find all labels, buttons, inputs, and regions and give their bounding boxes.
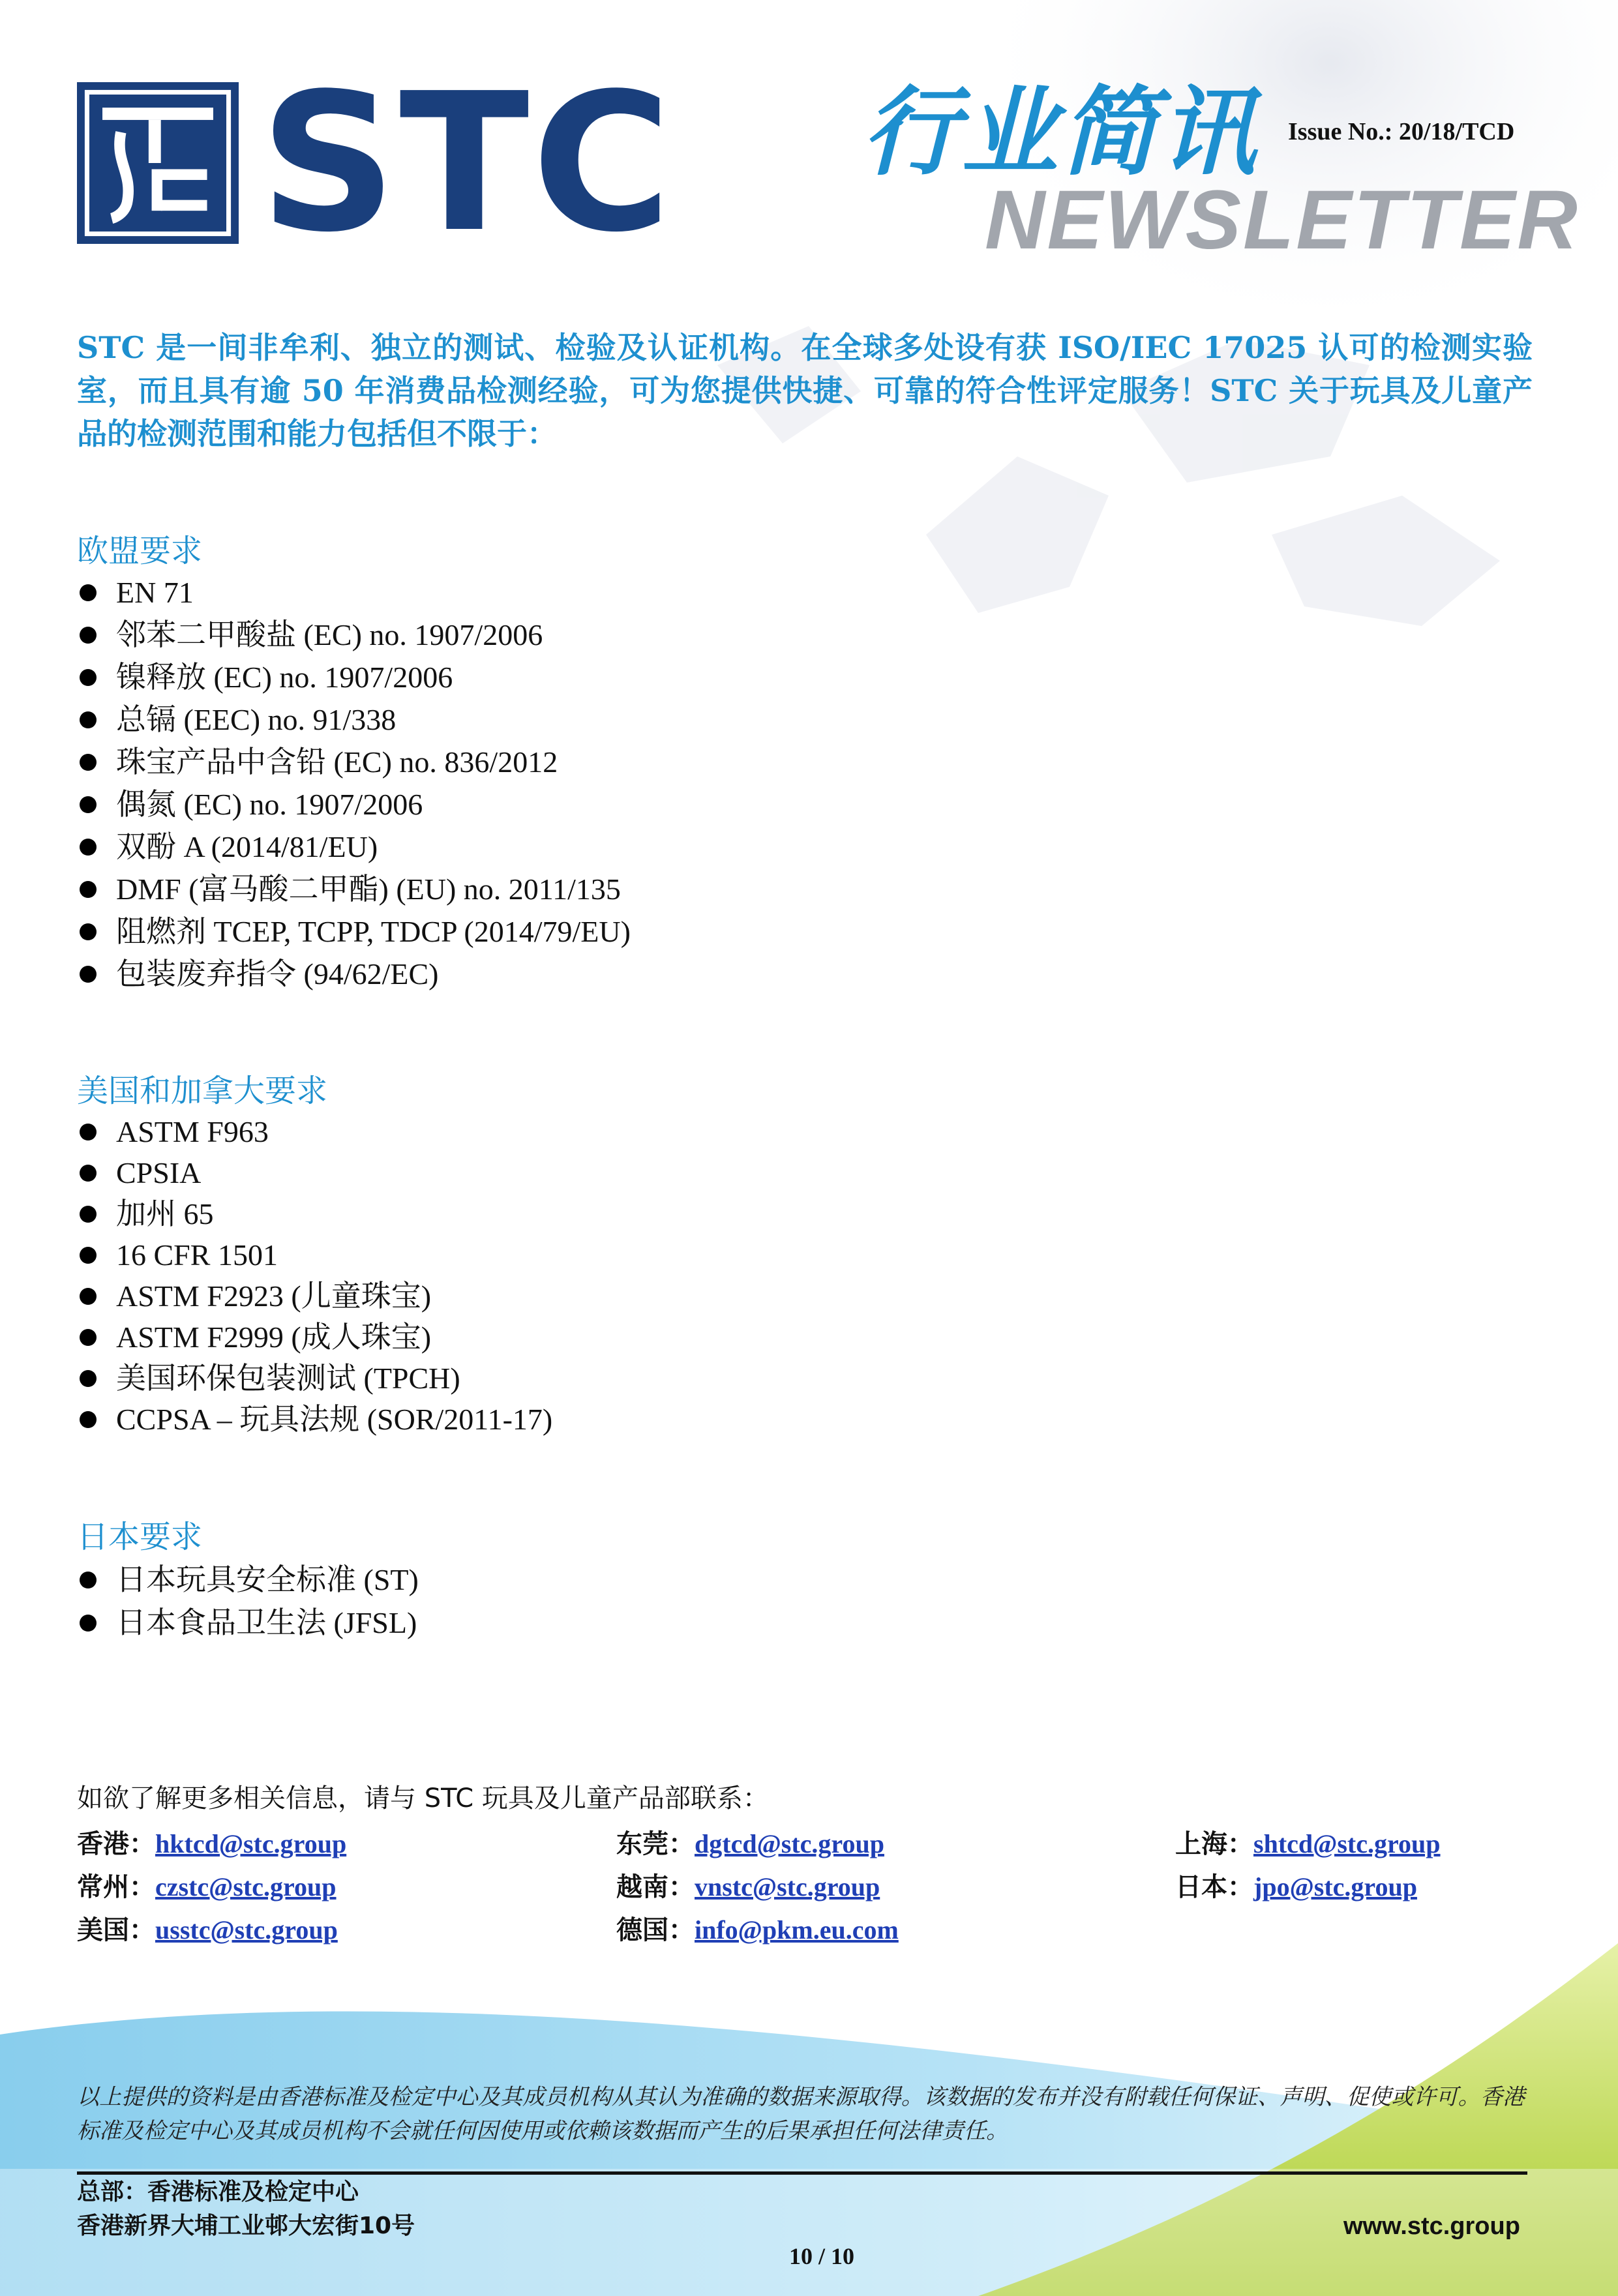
disclaimer: 以上提供的资料是由香港标准及检定中心及其成员机构从其认为准确的数据来源取得。该数据的发布并没有附载任何保证、声明、促使或许可。香港标准及检定中心及其成员机构不会就任何因使用或依赖该数据而产生的后果承担任何法律责任。 bbox=[77, 2084, 1525, 2144]
list-item-text: ASTM F2923 (儿童珠宝) bbox=[116, 1279, 432, 1313]
contact-label: 越南： bbox=[616, 1872, 695, 1901]
japan-requirements-list bbox=[77, 1558, 419, 1645]
bullet-icon bbox=[80, 881, 97, 898]
list-item-text: 阻燃剂 TCEP, TCPP, TDCP (2014/79/EU) bbox=[116, 915, 631, 948]
list-item-text: CCPSA – 玩具法规 (SOR/2011-17) bbox=[116, 1403, 553, 1436]
bullet-icon bbox=[80, 966, 97, 983]
us-canada-requirements-list bbox=[77, 1111, 552, 1440]
contact-japan bbox=[1175, 1869, 1417, 1905]
list-item-text: 日本玩具安全标准 (ST) bbox=[116, 1563, 419, 1596]
contact-dongguan bbox=[616, 1826, 884, 1862]
bullet-icon bbox=[80, 1124, 97, 1141]
list-item-text: EN 71 bbox=[116, 576, 194, 609]
list-item-text: CPSIA bbox=[116, 1156, 202, 1189]
list-item-text: 珠宝产品中含铅 (EC) no. 836/2012 bbox=[116, 745, 558, 779]
list-item-text: 镍释放 (EC) no. 1907/2006 bbox=[116, 661, 453, 694]
contact-label: 德国： bbox=[616, 1915, 695, 1945]
list-item-text: 包装废弃指令 (94/62/EC) bbox=[116, 957, 439, 991]
list-item-text: 加州 65 bbox=[116, 1197, 214, 1230]
list-item bbox=[77, 656, 631, 698]
bullet-icon bbox=[80, 1572, 97, 1588]
list-item bbox=[77, 826, 631, 868]
headquarters-address: 香港新界大埔工业邨大宏街10号 bbox=[77, 2213, 415, 2239]
list-item bbox=[77, 1317, 552, 1358]
contact-label: 香港： bbox=[77, 1829, 155, 1858]
list-item bbox=[77, 1275, 552, 1317]
newsletter-title-en: NEWSLETTER bbox=[985, 173, 1580, 267]
bullet-icon bbox=[80, 754, 97, 771]
list-item-text: 邻苯二甲酸盐 (EC) no. 1907/2006 bbox=[116, 618, 543, 651]
list-item bbox=[77, 783, 631, 826]
contact-hongkong bbox=[77, 1826, 346, 1862]
newsletter-title-cn: 行业简讯 bbox=[862, 76, 1259, 188]
list-item bbox=[77, 698, 631, 741]
stc-logo-mark bbox=[77, 82, 239, 244]
email-link[interactable]: czstc@stc.group bbox=[155, 1872, 337, 1901]
list-item bbox=[77, 1358, 552, 1399]
email-link[interactable]: info@pkm.eu.com bbox=[695, 1915, 899, 1945]
intro-paragraph: STC 是一间非牟利、独立的测试、检验及认证机构。在全球多处设有获 ISO/IEC 17025 认可的检测实验室，而且具有逾 50 年消费品检测经验，可为您提供快捷、可靠的符合性评定服务！STC 关于玩具及儿童产品的检测范围和能力包括但不限于： bbox=[77, 330, 1533, 451]
page-number: 10 / 10 bbox=[788, 2243, 854, 2269]
list-item-text: ASTM F963 bbox=[116, 1115, 269, 1148]
contact-vietnam bbox=[616, 1869, 880, 1905]
email-link[interactable]: hktcd@stc.group bbox=[155, 1829, 347, 1858]
eu-requirements-list bbox=[77, 571, 631, 995]
section-title-us-canada: 美国和加拿大要求 bbox=[77, 1073, 328, 1109]
bullet-icon bbox=[80, 1206, 97, 1223]
contact-label: 常州： bbox=[77, 1872, 155, 1901]
list-item-text: 总镉 (EEC) no. 91/338 bbox=[116, 703, 397, 736]
bullet-icon bbox=[80, 584, 97, 601]
list-item-text: 美国环保包装测试 (TPCH) bbox=[116, 1362, 460, 1395]
contact-label: 上海： bbox=[1175, 1829, 1253, 1858]
list-item bbox=[77, 1193, 552, 1234]
contact-label: 东莞： bbox=[616, 1829, 695, 1858]
bullet-icon bbox=[80, 1370, 97, 1387]
list-item bbox=[77, 1602, 419, 1645]
bullet-icon bbox=[80, 796, 97, 813]
bullet-icon bbox=[80, 1329, 97, 1346]
bullet-icon bbox=[80, 669, 97, 686]
headquarters-title: 总部：香港标准及检定中心 bbox=[77, 2179, 359, 2205]
email-link[interactable]: dgtcd@stc.group bbox=[695, 1829, 884, 1858]
contact-shanghai bbox=[1175, 1826, 1441, 1862]
email-link[interactable]: vnstc@stc.group bbox=[695, 1872, 880, 1901]
section-title-eu: 欧盟要求 bbox=[77, 533, 203, 569]
list-item-text: 双酚 A (2014/81/EU) bbox=[116, 830, 378, 863]
stc-logo-text: STC bbox=[260, 52, 674, 274]
contact-intro: 如欲了解更多相关信息，请与 STC 玩具及儿童产品部联系： bbox=[77, 1783, 769, 1813]
website-link[interactable]: www.stc.group bbox=[1343, 2213, 1520, 2240]
list-item-text: DMF (富马酸二甲酯) (EU) no. 2011/135 bbox=[116, 872, 621, 906]
bullet-icon bbox=[80, 1247, 97, 1264]
list-item bbox=[77, 571, 631, 614]
bullet-icon bbox=[80, 923, 97, 940]
section-title-japan: 日本要求 bbox=[77, 1519, 203, 1555]
bullet-icon bbox=[80, 1165, 97, 1182]
email-link[interactable]: usstc@stc.group bbox=[155, 1915, 338, 1945]
contact-usa bbox=[77, 1912, 338, 1948]
email-link[interactable]: shtcd@stc.group bbox=[1253, 1829, 1441, 1858]
bullet-icon bbox=[80, 1411, 97, 1428]
contact-label: 日本： bbox=[1175, 1872, 1253, 1901]
list-item bbox=[77, 1234, 552, 1275]
contact-label: 美国： bbox=[77, 1915, 155, 1945]
bullet-icon bbox=[80, 839, 97, 856]
list-item-text: 16 CFR 1501 bbox=[116, 1238, 278, 1272]
list-item bbox=[77, 868, 631, 910]
contact-germany bbox=[616, 1912, 899, 1948]
list-item bbox=[77, 953, 631, 995]
issue-number: Issue No.: 20/18/TCD bbox=[1288, 118, 1515, 145]
list-item bbox=[77, 1111, 552, 1152]
footer-divider bbox=[77, 2171, 1527, 2175]
bullet-icon bbox=[80, 1615, 97, 1632]
list-item bbox=[77, 1558, 419, 1602]
contact-changzhou bbox=[77, 1869, 337, 1905]
list-item bbox=[77, 614, 631, 656]
bullet-icon bbox=[80, 711, 97, 728]
bullet-icon bbox=[80, 627, 97, 644]
list-item-text: 偶氮 (EC) no. 1907/2006 bbox=[116, 788, 423, 821]
list-item-text: ASTM F2999 (成人珠宝) bbox=[116, 1320, 432, 1354]
list-item bbox=[77, 1399, 552, 1440]
list-item bbox=[77, 1152, 552, 1193]
list-item bbox=[77, 910, 631, 953]
email-link[interactable]: jpo@stc.group bbox=[1253, 1872, 1417, 1901]
list-item bbox=[77, 741, 631, 783]
list-item-text: 日本食品卫生法 (JFSL) bbox=[116, 1606, 417, 1639]
bullet-icon bbox=[80, 1288, 97, 1305]
